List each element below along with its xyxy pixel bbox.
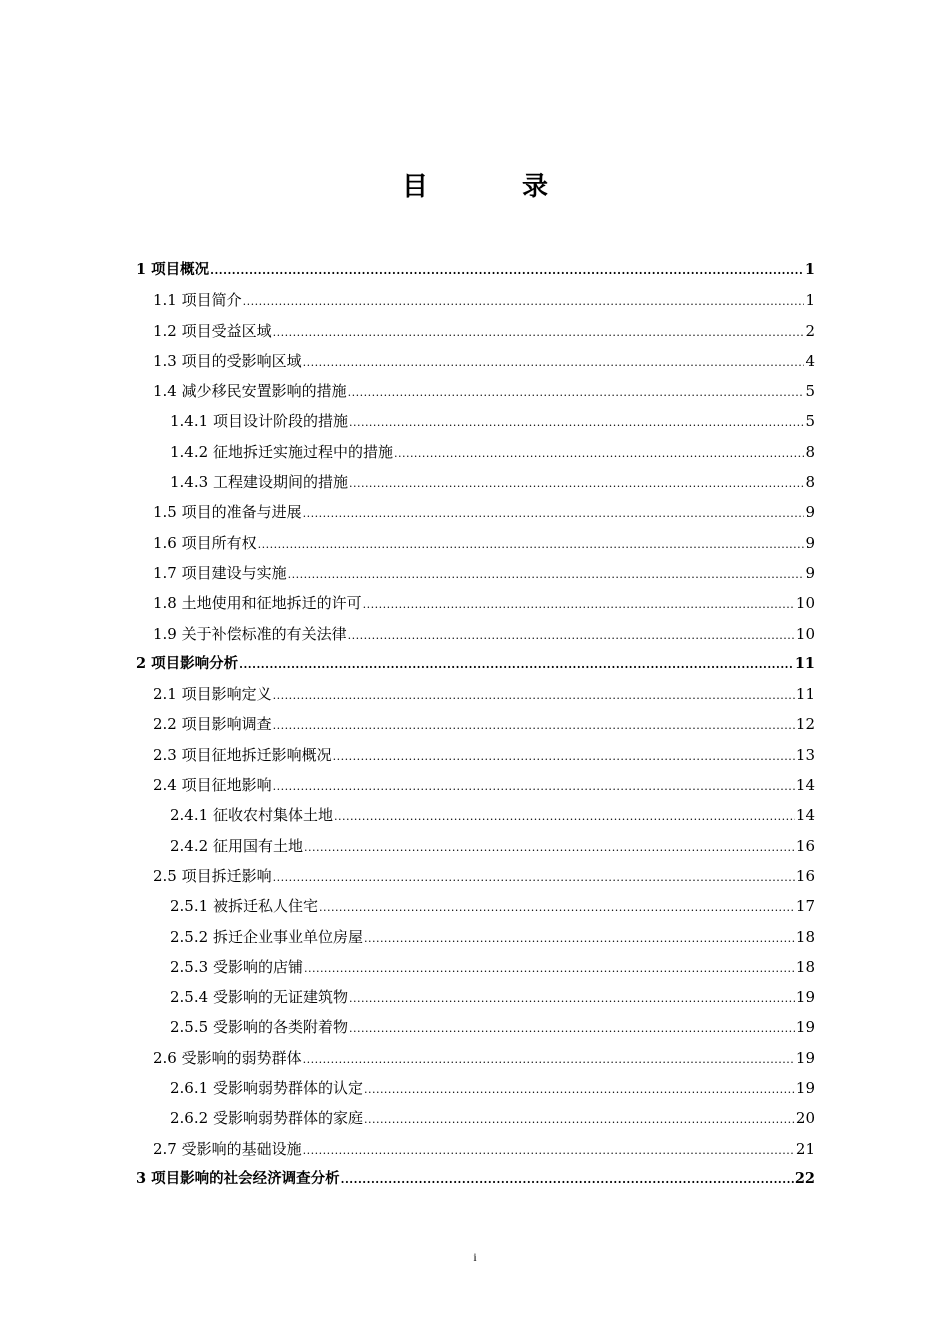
dot-leader [273,865,795,891]
toc-entry-title: 关于补偿标准的有关法律 [181,624,347,643]
toc-entry-page: 19 [795,1079,815,1098]
toc-entry[interactable] [136,772,815,802]
toc-entry-title: 受影响弱势群体的认定 [212,1079,363,1098]
toc-entry-number: 2.6 [153,1048,182,1067]
dot-leader [288,562,805,588]
toc-entry-page: 8 [805,473,815,492]
toc-entry-number: 1.2 [153,321,182,340]
toc-entry-number: 2.6.2 [170,1109,213,1128]
toc-entry[interactable] [136,651,815,681]
toc-entry[interactable] [136,348,815,378]
toc-entry-number: 2 [136,654,152,672]
toc-entry-number: 2.4 [153,776,182,795]
toc-entry[interactable] [136,499,815,529]
toc-entry[interactable] [136,1014,815,1044]
toc-entry-page: 18 [795,957,815,976]
dot-leader [304,956,795,982]
toc-entry[interactable] [136,924,815,954]
toc-entry-page: 1 [805,291,815,310]
toc-entry-page: 14 [795,776,815,795]
dot-leader [303,1047,795,1073]
toc-entry-page: 16 [795,836,815,855]
dot-leader [341,1167,794,1193]
toc-entry-number: 1.4.2 [170,442,213,461]
toc-entry[interactable] [136,954,815,984]
toc-entry-page: 4 [805,351,815,370]
dot-leader [333,744,795,770]
dot-leader [349,1016,795,1042]
toc-entry-number: 2.5.5 [170,1018,213,1037]
toc-entry[interactable] [136,530,815,560]
dot-leader [349,471,805,497]
toc-entry-page: 2 [805,321,815,340]
dot-leader [210,258,804,284]
toc-entry[interactable] [136,378,815,408]
toc-entry[interactable] [136,1075,815,1105]
toc-entry-page: 10 [795,594,815,613]
toc-entry[interactable] [136,287,815,317]
toc-entry-page: 17 [795,897,815,916]
toc-entry-title: 项目征地拆迁影响概况 [181,745,332,764]
toc-entry-page: 11 [794,654,815,672]
dot-leader [304,835,795,861]
toc-entry-page: 12 [795,715,815,734]
toc-entry-title: 项目影响的社会经济调查分析 [151,1169,340,1187]
toc-entry[interactable] [136,711,815,741]
toc-entry-page: 1 [804,261,815,278]
toc-entry-title: 项目的受影响区域 [181,351,302,370]
dot-leader [364,926,795,952]
toc-entry-number: 2.6.1 [170,1079,213,1098]
toc-entry-number: 2.5.1 [170,897,213,916]
toc-entry-page: 5 [805,412,815,431]
toc-entry[interactable] [136,833,815,863]
toc-entry-number: 2.5 [153,866,182,885]
toc-entry-title: 受影响的各类附着物 [212,1018,348,1037]
dot-leader [334,804,795,830]
toc-entry-number: 1.3 [153,351,182,370]
toc-entry[interactable] [136,1045,815,1075]
toc-entry[interactable] [136,742,815,772]
toc-entry-title: 受影响的无证建筑物 [212,988,348,1007]
toc-entry-number: 1.1 [153,291,182,310]
toc-entry-number: 2.5.4 [170,988,213,1007]
dot-leader [349,986,795,1012]
toc-entry-title: 项目受益区域 [181,321,272,340]
toc-entry-page: 9 [805,503,815,522]
toc-entry-title: 项目拆迁影响 [181,866,272,885]
dot-leader [273,320,805,346]
toc-entry-page: 22 [794,1169,815,1187]
toc-entry-page: 20 [795,1109,815,1128]
toc-entry-title: 受影响的弱势群体 [181,1048,302,1067]
dot-leader [348,380,805,406]
table-of-contents [136,257,815,1196]
dot-leader [273,774,795,800]
toc-entry-number: 1.4.3 [170,473,213,492]
dot-leader [303,501,805,527]
toc-entry-title: 受影响的基础设施 [181,1139,302,1158]
dot-leader [364,1077,795,1103]
toc-entry-page: 9 [805,563,815,582]
toc-entry-title: 减少移民安置影响的措施 [181,382,347,401]
toc-entry-page: 21 [795,1139,815,1158]
toc-entry-page: 19 [795,988,815,1007]
toc-entry-title: 项目影响调查 [181,715,272,734]
toc-entry[interactable] [136,1105,815,1135]
toc-entry-number: 1.4 [153,382,182,401]
toc-entry[interactable] [136,863,815,893]
toc-entry-number: 1.5 [153,503,182,522]
toc-entry-page: 19 [795,1018,815,1037]
toc-entry-page: 18 [795,927,815,946]
toc-entry-title: 征用国有土地 [212,836,303,855]
toc-entry[interactable] [136,1136,815,1166]
toc-entry[interactable] [136,318,815,348]
toc-entry-title: 征收农村集体土地 [212,806,333,825]
toc-entry-page: 14 [795,806,815,825]
toc-entry-title: 项目概况 [151,261,210,278]
toc-entry-title: 项目征地影响 [181,776,272,795]
dot-leader [364,1107,795,1133]
toc-entry[interactable] [136,590,815,620]
page-number: i [473,1250,477,1264]
toc-entry-title: 受影响弱势群体的家庭 [212,1109,363,1128]
toc-entry-title: 被拆迁私人住宅 [212,897,318,916]
toc-entry[interactable] [136,681,815,711]
toc-entry[interactable] [136,802,815,832]
toc-entry-page: 8 [805,442,815,461]
toc-entry[interactable] [136,621,815,651]
toc-entry-number: 1.4.1 [170,412,213,431]
toc-entry[interactable] [136,439,815,469]
toc-entry[interactable] [136,560,815,590]
dot-leader [273,713,795,739]
toc-entry[interactable] [136,469,815,499]
page-title: 目 录 [401,172,582,202]
toc-entry[interactable] [136,984,815,1014]
toc-entry-number: 2.1 [153,685,182,704]
toc-entry-title: 征地拆迁实施过程中的措施 [212,442,393,461]
toc-entry-number: 2.5.2 [170,927,213,946]
toc-entry-page: 5 [805,382,815,401]
toc-entry-page: 19 [795,1048,815,1067]
toc-entry-number: 3 [136,1169,152,1187]
toc-entry-title: 工程建设期间的措施 [212,473,348,492]
toc-entry-page: 16 [795,866,815,885]
dot-leader [258,532,805,558]
toc-entry-page: 10 [795,624,815,643]
dot-leader [363,592,795,618]
toc-entry-title: 项目影响定义 [181,685,272,704]
dot-leader [349,410,805,436]
toc-entry-title: 项目所有权 [181,533,257,552]
dot-leader [394,441,805,467]
toc-entry[interactable] [136,257,815,287]
toc-entry-number: 1.9 [153,624,182,643]
dot-leader [303,350,805,376]
toc-entry-page: 9 [805,533,815,552]
toc-entry-title: 项目建设与实施 [181,563,287,582]
toc-entry-title: 项目的准备与进展 [181,503,302,522]
dot-leader [348,623,795,649]
toc-entry-page: 11 [795,685,815,704]
toc-entry[interactable] [136,1166,815,1196]
toc-entry-title: 项目简介 [181,291,242,310]
toc-entry-number: 2.7 [153,1139,182,1158]
toc-entry-page: 13 [795,745,815,764]
dot-leader [239,652,794,678]
toc-entry-number: 2.2 [153,715,182,734]
dot-leader [319,895,795,921]
dot-leader [243,289,805,315]
toc-entry-number: 2.4.1 [170,806,213,825]
toc-entry-title: 受影响的店铺 [212,957,303,976]
toc-entry-number: 1.8 [153,594,182,613]
toc-entry-number: 2.4.2 [170,836,213,855]
toc-entry[interactable] [136,893,815,923]
toc-entry-number: 2.5.3 [170,957,213,976]
toc-entry-number: 1.6 [153,533,182,552]
toc-entry-number: 2.3 [153,745,182,764]
toc-entry-title: 拆迁企业事业单位房屋 [212,927,363,946]
toc-entry-title: 项目影响分析 [151,654,239,672]
toc-entry-title: 土地使用和征地拆迁的许可 [181,594,362,613]
toc-entry-number: 1.7 [153,563,182,582]
dot-leader [273,683,795,709]
toc-entry[interactable] [136,408,815,438]
toc-entry-number: 1 [136,261,152,278]
toc-entry-title: 项目设计阶段的措施 [212,412,348,431]
dot-leader [303,1138,795,1164]
